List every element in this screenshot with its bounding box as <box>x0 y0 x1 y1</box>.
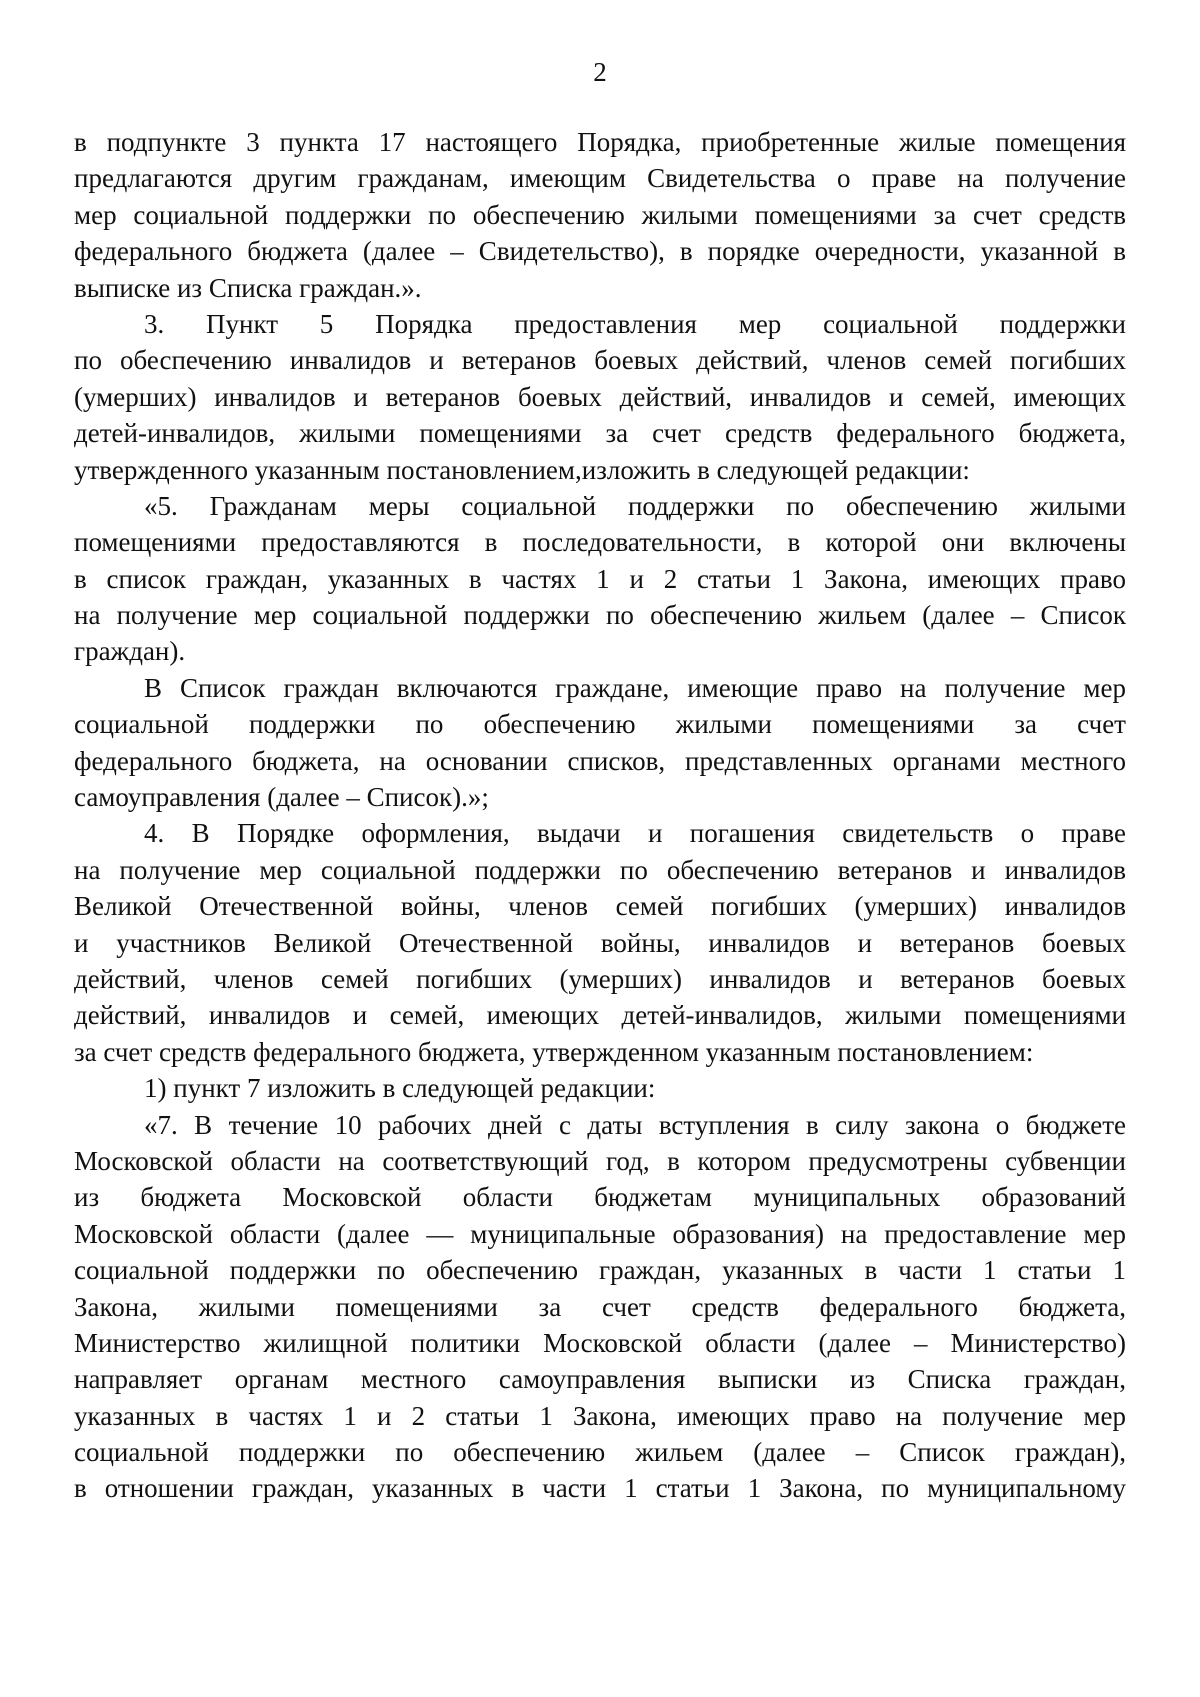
text-line: и участников Великой Отечественной войны, инвалидов и ветеранов боевых <box>74 927 1126 958</box>
text-line: на получение мер социальной поддержки по обеспечению жильем (далее – Список <box>74 600 1126 631</box>
text-line: 4. В Порядке оформления, выдачи и погашения свидетельств о праве <box>144 818 1126 849</box>
text-line: на получение мер социальной поддержки по обеспечению ветеранов и инвалидов <box>74 854 1126 885</box>
text-line: в отношении граждан, указанных в части 1 статьи 1 Закона, по муниципальному <box>74 1473 1126 1504</box>
text-line: граждан). <box>74 636 186 667</box>
text-line: Московской области (далее — муниципальные образования) на предоставление мер <box>74 1218 1126 1249</box>
page-number: 2 <box>593 57 607 87</box>
text-line: по обеспечению инвалидов и ветеранов боевых действий, членов семей погибших <box>74 345 1126 376</box>
text-line: Министерство жилищной политики Московской области (далее – Министерство) <box>74 1327 1126 1358</box>
text-line: 1) пункт 7 изложить в следующей редакции: <box>144 1073 656 1104</box>
text-line: действий, инвалидов и семей, имеющих детей-инвалидов, жилыми помещениями <box>74 1000 1126 1031</box>
text-line: (умерших) инвалидов и ветеранов боевых действий, инвалидов и семей, имеющих <box>74 381 1126 412</box>
text-line: социальной поддержки по обеспечению жильем (далее – Список граждан), <box>74 1437 1126 1468</box>
text-line: федерального бюджета, на основании списков, представленных органами местного <box>74 745 1126 776</box>
text-line: самоуправления (далее – Список).»; <box>74 782 489 813</box>
text-line: предлагаются другим гражданам, имеющим Свидетельства о праве на получение <box>74 163 1126 194</box>
text-line: федерального бюджета (далее – Свидетельство), в порядке очередности, указанной в <box>74 236 1126 267</box>
text-line: Московской области на соответствующий год, в котором предусмотрены субвенции <box>74 1145 1126 1176</box>
text-line: за счет средств федерального бюджета, утвержденном указанным постановлением: <box>74 1036 1034 1067</box>
text-line: выписке из Списка граждан.». <box>74 272 422 303</box>
text-line: Великой Отечественной войны, членов семей погибших (умерших) инвалидов <box>74 891 1126 922</box>
text-line: утвержденного указанным постановлением,изложить в следующей редакции: <box>74 454 970 485</box>
text-line: мер социальной поддержки по обеспечению жилыми помещениями за счет средств <box>74 199 1126 230</box>
text-line: в список граждан, указанных в частях 1 и 2 статьи 1 Закона, имеющих право <box>74 563 1126 594</box>
document-body <box>74 124 1126 1507</box>
text-line: «7. В течение 10 рабочих дней с даты вступления в силу закона о бюджете <box>144 1109 1126 1140</box>
text-line: Закона, жилыми помещениями за счет средств федерального бюджета, <box>74 1291 1126 1322</box>
text-line: направляет органам местного самоуправления выписки из Списка граждан, <box>74 1364 1126 1395</box>
text-line: действий, членов семей погибших (умерших) инвалидов и ветеранов боевых <box>74 963 1126 994</box>
text-line: социальной поддержки по обеспечению граждан, указанных в части 1 статьи 1 <box>74 1255 1126 1286</box>
text-line: в подпункте 3 пункта 17 настоящего Порядка, приобретенные жилые помещения <box>74 127 1126 157</box>
text-line: «5. Гражданам меры социальной поддержки по обеспечению жилыми <box>144 490 1126 521</box>
text-line: помещениями предоставляются в последовательности, в которой они включены <box>74 527 1126 558</box>
text-line: 3. Пункт 5 Порядка предоставления мер социальной поддержки <box>144 308 1126 339</box>
text-line: детей-инвалидов, жилыми помещениями за счет средств федерального бюджета, <box>74 418 1126 449</box>
text-line: социальной поддержки по обеспечению жилыми помещениями за счет <box>74 709 1126 740</box>
text-line: из бюджета Московской области бюджетам муниципальных образований <box>74 1182 1126 1213</box>
text-line: В Список граждан включаются граждане, имеющие право на получение мер <box>144 672 1126 703</box>
text-line: указанных в частях 1 и 2 статьи 1 Закона, имеющих право на получение мер <box>74 1400 1126 1431</box>
